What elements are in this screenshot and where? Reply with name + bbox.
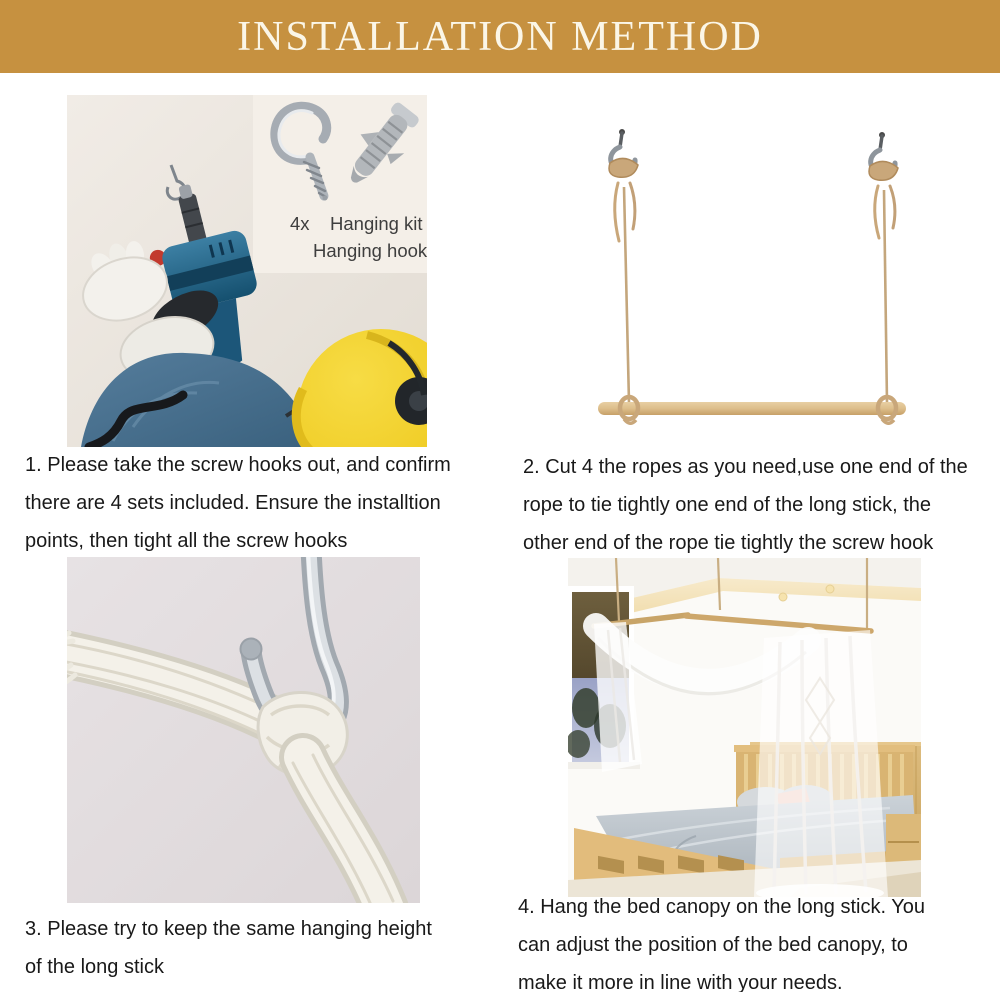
step3-line-1: 3. Please try to keep the same hanging height: [25, 918, 432, 940]
step1-line-1: 1. Please take the screw hooks out, and confirm: [25, 454, 451, 476]
title-banner: [0, 0, 1000, 73]
step2-figure-hanging-stick: [560, 95, 1000, 455]
left-rope: [624, 187, 629, 403]
drilling-photo-illustration: [67, 95, 427, 447]
step4-line-3: make it more in line with your needs.: [518, 972, 843, 992]
left-screw-hook-icon: [609, 129, 638, 241]
step4-line-1: 4. Hang the bed canopy on the long stick. You: [518, 896, 925, 918]
kit-name-label: Hanging kit: [330, 213, 423, 234]
step1-photo-drilling-ceiling: [67, 95, 427, 447]
hanging-stick-illustration: [560, 95, 1000, 455]
step2-line-2: rope to tie tightly one end of the long stick, the: [523, 494, 932, 516]
step1-line-3: points, then tight all the screw hooks: [25, 530, 348, 552]
step4-caption: [518, 888, 925, 992]
step3-photo-rope-knot: [67, 557, 420, 903]
step4-photo-bed-canopy: [568, 558, 921, 897]
step2-line-1: 2. Cut 4 the ropes as you need,use one end of the: [523, 456, 968, 478]
step3-caption: [25, 910, 432, 986]
kit-quantity-label: 4x: [290, 213, 310, 234]
kit-hook-label: Hanging hook: [313, 240, 428, 261]
page-title: INSTALLATION METHOD: [237, 13, 763, 60]
step1-caption: [25, 446, 451, 560]
long-stick: [598, 402, 906, 415]
spotlight: [779, 593, 787, 601]
step2-caption: [523, 448, 968, 562]
step2-line-3: other end of the rope tie tightly the screw hook: [523, 532, 934, 554]
right-rope: [884, 190, 887, 403]
bed-canopy-illustration: [568, 558, 921, 897]
spotlight: [826, 585, 834, 593]
step4-line-2: can adjust the position of the bed canopy, to: [518, 934, 908, 956]
step1-line-2: there are 4 sets included. Ensure the installtion: [25, 492, 441, 514]
step3-line-2: of the long stick: [25, 956, 164, 978]
rope-knot-illustration: [67, 557, 420, 903]
